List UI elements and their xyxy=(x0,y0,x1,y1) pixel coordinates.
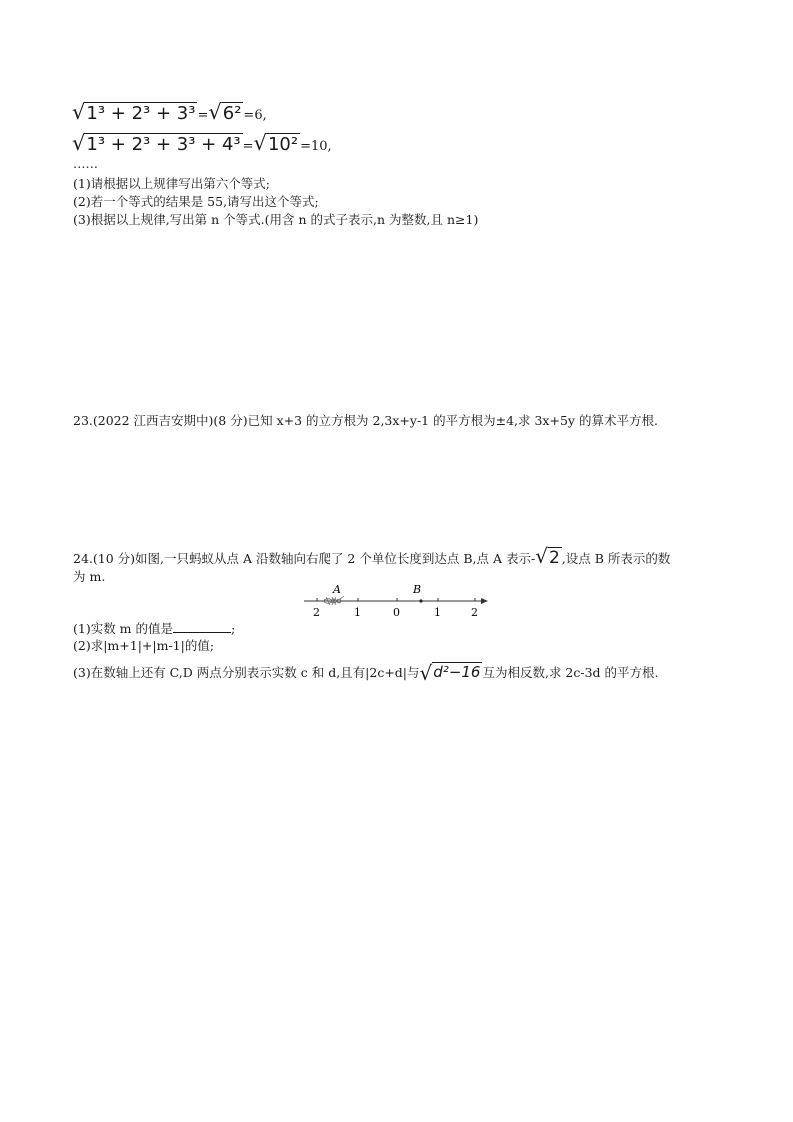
problem-24-stem-line-1 xyxy=(73,544,671,568)
point-b-dot xyxy=(419,599,422,602)
question-22-1: (1)请根据以上规律写出第六个等式; xyxy=(73,176,270,191)
question-24-1-text: (1)实数 m 的值是 xyxy=(73,621,174,636)
number-line-figure xyxy=(300,582,495,618)
question-24-2: (2)求|m+1|+|m-1|的值; xyxy=(73,638,215,653)
sqrt-sign: √10² xyxy=(253,131,299,155)
equals-sign: = xyxy=(197,108,209,123)
sqrt-sign: √1³ + 2³ + 3³ xyxy=(72,100,196,124)
point-b-label: B xyxy=(413,583,422,596)
inner-radicand-2: 10² xyxy=(267,134,299,155)
question-24-3 xyxy=(73,661,659,685)
tick-label: 2 xyxy=(313,606,320,618)
sqrt-sign: √6² xyxy=(208,100,242,124)
answer-blank[interactable] xyxy=(173,620,231,633)
tick-label: 0 xyxy=(393,606,400,618)
ellipsis: …… xyxy=(73,156,98,171)
problem-23: 23.(2022 江西吉安期中)(8 分)已知 x+3 的立方根为 2,3x+y-1 的平方根为±4,求 3x+5y 的算术平方根. xyxy=(73,413,658,428)
inner-radicand-1: 6² xyxy=(222,103,242,124)
sqrt-sign: √1³ + 2³ + 3³ + 4³ xyxy=(72,131,241,155)
problem-24-stem-b: ,设点 B 所表示的数 xyxy=(561,551,671,566)
sqrt-2-radicand: 2 xyxy=(548,548,560,568)
question-22-2: (2)若一个等式的结果是 55,请写出这个等式; xyxy=(73,194,319,209)
problem-24-stem-line-2: 为 m. xyxy=(73,569,106,584)
sqrt-sign: √d²−16 xyxy=(419,661,481,685)
equals-sign: = xyxy=(242,139,254,154)
tick-label: 1 xyxy=(354,606,361,618)
d-squared-minus-16: d²−16 xyxy=(433,663,481,681)
question-24-3-text-a: (3)在数轴上还有 C,D 两点分别表示实数 c 和 d,且有|2c+d|与 xyxy=(73,665,420,680)
sqrt-sign: √2 xyxy=(535,544,560,568)
problem-24-stem-a: 24.(10 分)如图,一只蚂蚁从点 A 沿数轴向右爬了 2 个单位长度到达点 B,点 A 表示- xyxy=(73,551,536,566)
tick-label: 2 xyxy=(471,606,478,618)
question-24-1 xyxy=(73,620,235,637)
number-line-arrow xyxy=(481,598,488,604)
point-a-label: A xyxy=(333,583,341,596)
question-24-3-text-b: 互为相反数,求 2c-3d 的平方根. xyxy=(482,665,659,680)
radicand-2: 1³ + 2³ + 3³ + 4³ xyxy=(86,134,241,155)
tick-label: 1 xyxy=(434,606,441,618)
radicand-1: 1³ + 2³ + 3³ xyxy=(86,103,196,124)
question-22-3: (3)根据以上规律,写出第 n 个等式.(用含 n 的式子表示,n 为整数,且 n≥1) xyxy=(73,212,479,227)
question-24-1-end: ; xyxy=(231,621,236,636)
equation-2 xyxy=(72,131,332,159)
result-1: =6, xyxy=(243,108,267,123)
equation-1 xyxy=(72,100,267,128)
result-2: =10, xyxy=(300,139,332,154)
